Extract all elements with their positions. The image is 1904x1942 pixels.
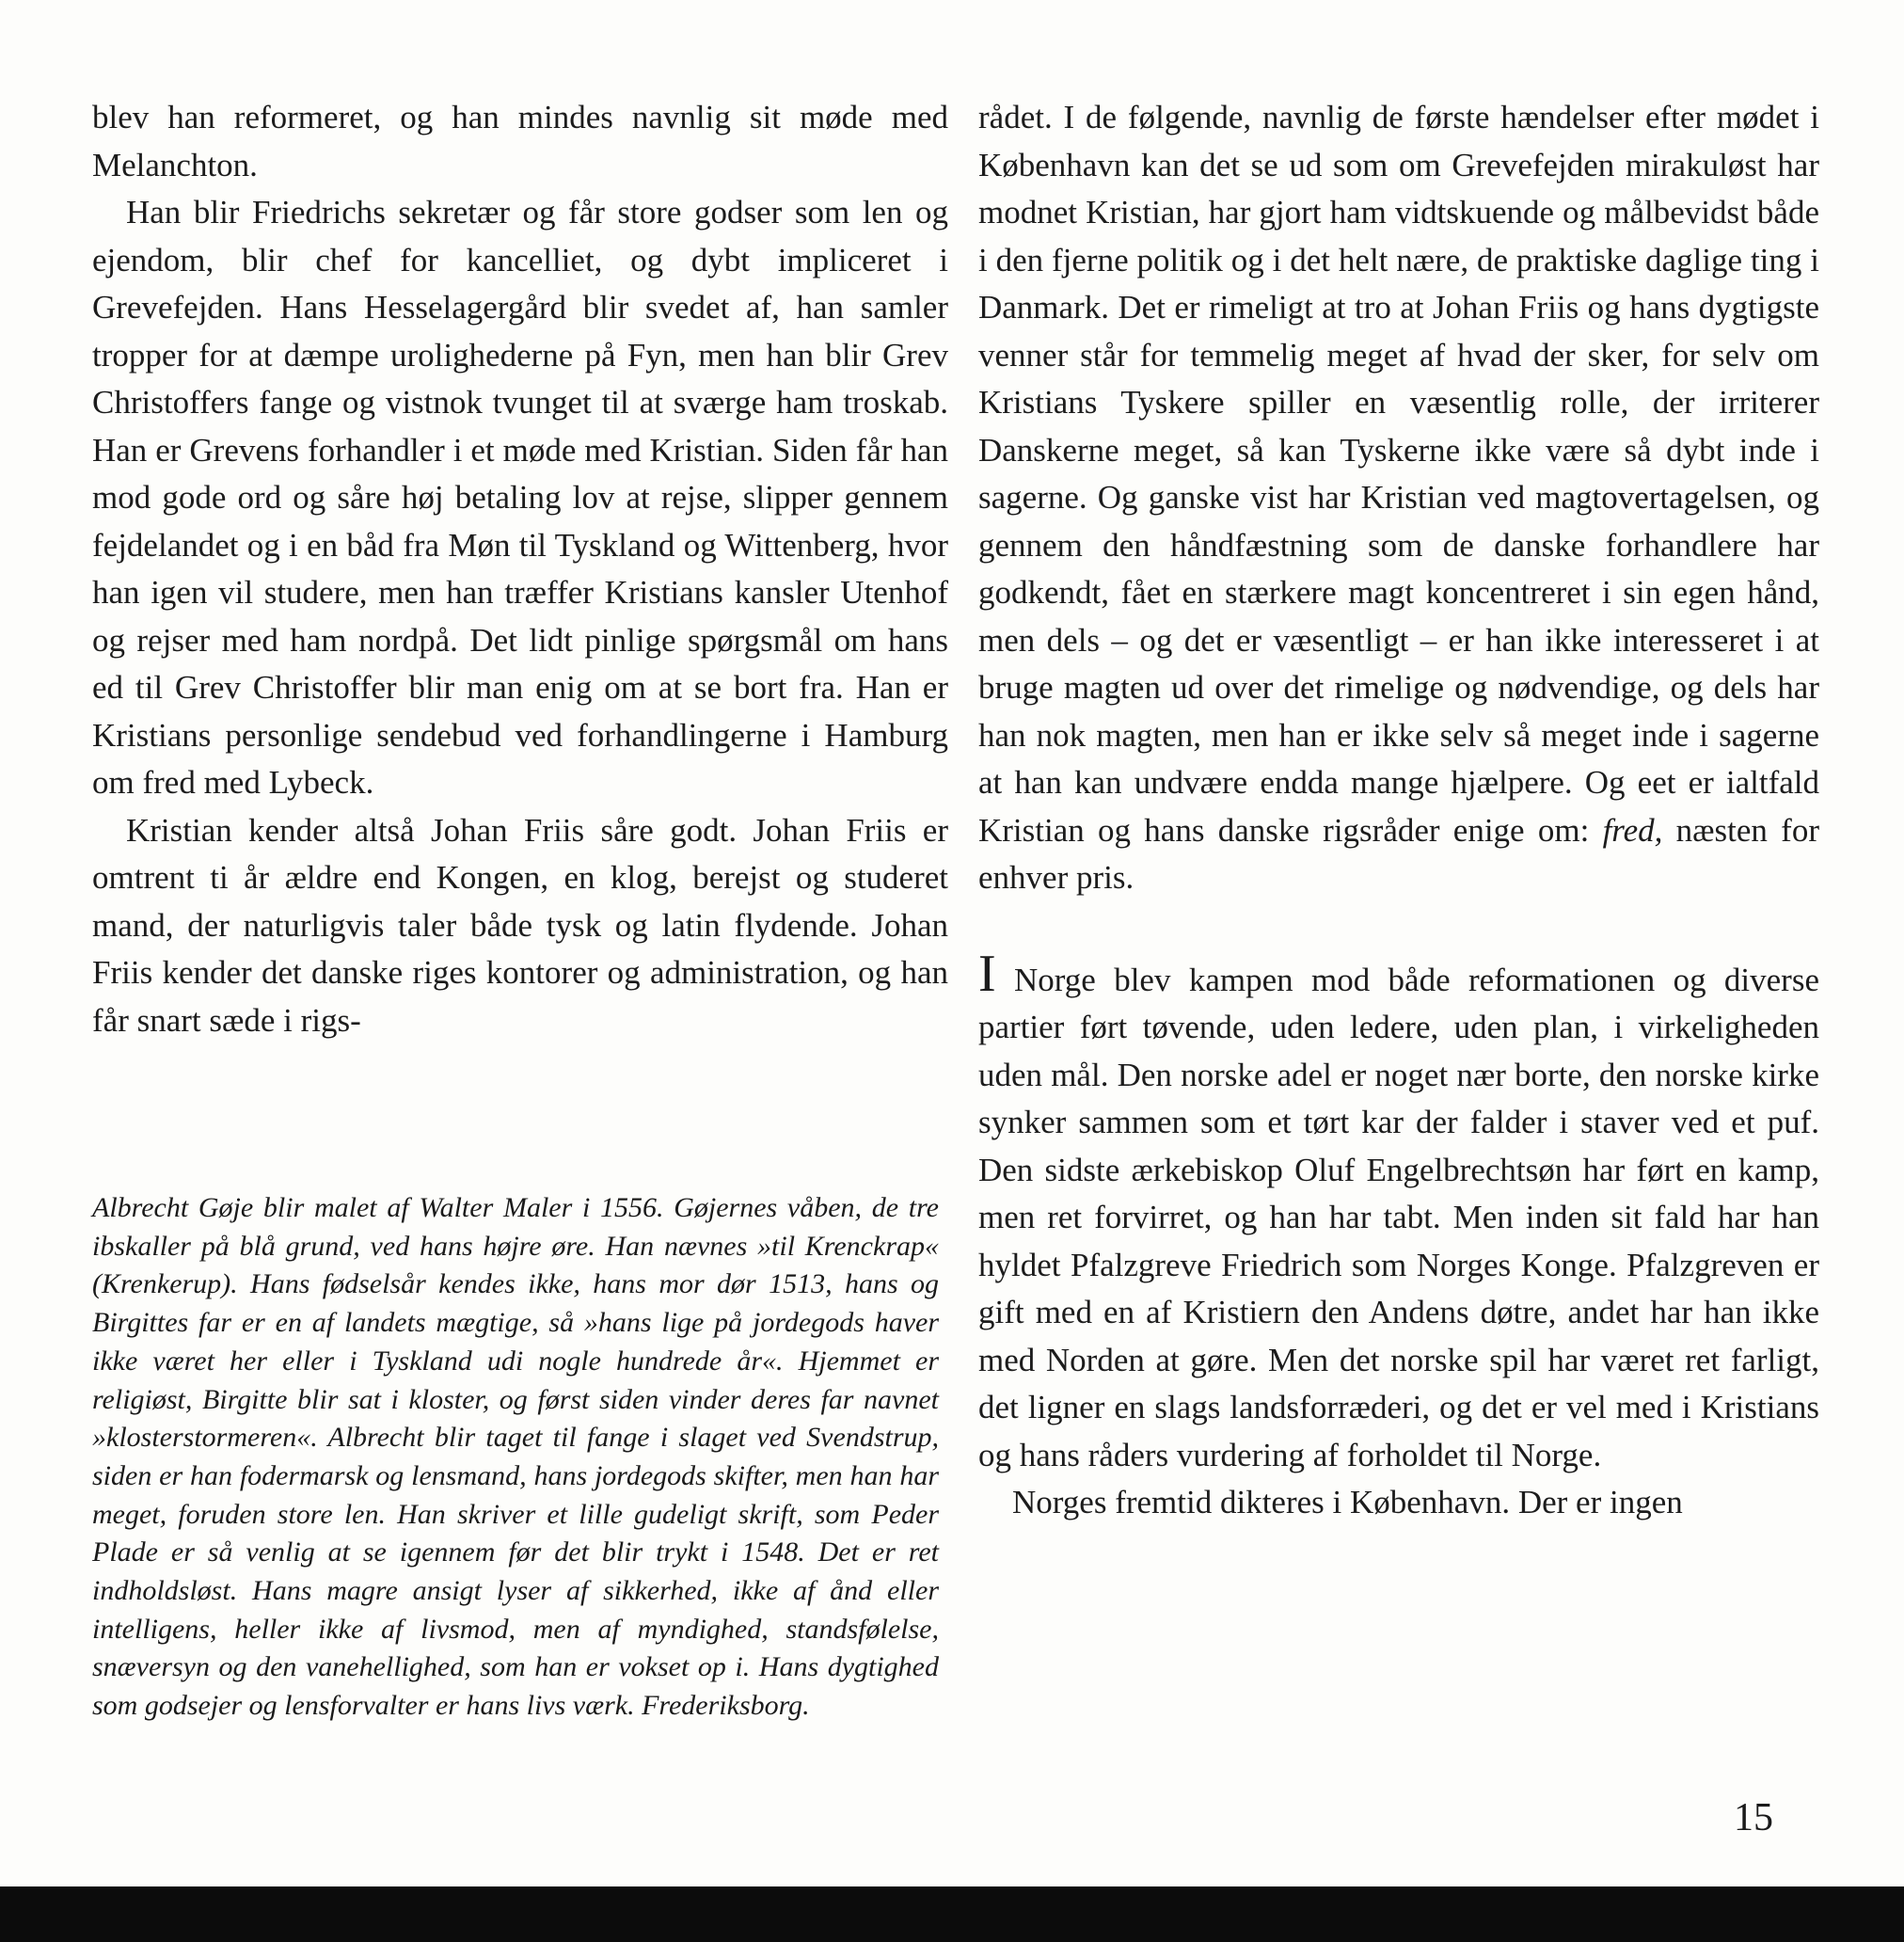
image-caption: Albrecht Gøje blir malet af Walter Maler i 1556. Gøjernes våben, de tre ibskaller på blå grund, ved hans højre øre. Han nævnes »til Krenckrap« (Krenkerup). Hans fødselsår kendes ikke, hans mor dør 1513, hans og Birgittes far er en af landets mægtige, så »hans lige på jordegods haver ikke været her eller i Tyskland udi nogle hundrede år«. Hjemmet er religiøst, Birgitte blir sat i kloster, og først siden vinder deres far navnet »klosterstormeren«. Albrecht blir taget til fange i slaget ved Svendstrup, siden er han fodermarsk og lensmand, hans jordegods skifter, men han har meget, foruden store len. Han skriver et lille gudeligt skrift, som Peder Plade er så venlig at se igennem før det blir trykt i 1548. Det er ret indholdsløst. Hans magre ansigt lyser af sikkerhed, ikke af ånd eller intelligens, heller ikke af livsmod, men af myndighed, standsfølelse, snæversyn og den vanehellighed, som han er vokset op i. Hans dygtighed som godsejer og lensforvalter er hans livs værk. Frederiksborg.: [92, 1192, 939, 1722]
right-paragraph-1-tail: næsten for enhver pris.: [978, 811, 1819, 896]
right-text-column: [978, 94, 1819, 1527]
right-paragraph-2-text: Norge blev kampen mod både reformationen og diverse partier ført tøvende, uden ledere, uden plan, i virkeligheden uden mål. Den norske adel er noget nær borte, den norske kirke synker sammen som et tørt kar der falder i staver ved et puf. Den sidste ærkebiskop Oluf Engelbrechtsøn har ført en kamp, men ret forvirret, og han har tabt. Men inden sit fald har han hyldet Pfalzgreve Friedrich som Norges Konge. Pfalzgreven er gift med en af Kristiern den Andens døtre, andet har han ikke med Norden at gøre. Men det norske spil har været ret farligt, det ligner en slags landsforræderi, og det er vel med i Kristians og hans råders vurdering af forholdet til Norge.: [978, 961, 1819, 1473]
left-paragraph-3: Kristian kender altså Johan Friis såre godt. Johan Friis er omtrent ti år ældre end Kongen, en klog, berejst og studeret mand, der naturligvis taler både tysk og latin flydende. Johan Friis kender det danske riges kontorer og administration, og han får snart sæde i rigs-: [92, 811, 948, 1039]
emphasis-fred: fred,: [1602, 811, 1663, 849]
right-paragraph-2: [978, 944, 1819, 1480]
left-paragraph-2: Han blir Friedrichs sekretær og får store godser som len og ejendom, blir chef for kancelliet, og dybt impliceret i Grevefejden. Hans Hesselagergård blir svedet af, han samler tropper for at dæmpe urolighederne på Fyn, men han blir Grev Christoffers fange og vistnok tvunget til at sværge ham troskab. Han er Grevens forhandler i et møde med Kristian. Siden får han mod gode ord og såre høj betaling lov at rejse, slipper gennem fejdelandet og i en båd fra Møn til Tyskland og Wittenberg, hvor han igen vil studere, men han træffer Kristians kansler Utenhof og rejser med ham nordpå. Det lidt pinlige spørgsmål om hans ed til Grev Christoffer blir man enig om at se bort fra. Han er Kristians personlige sendebud ved forhandlingerne i Hamburg om fred med Lybeck.: [92, 194, 948, 801]
left-paragraph-1: blev han reformeret, og han mindes navnlig sit møde med Melanchton.: [92, 99, 948, 183]
right-paragraph-1-text: rådet. I de følgende, navnlig de første hændelser efter mødet i København kan det se ud som om Grevefejden mirakuløst har modnet Kristian, har gjort ham vidtskuende og målbevidst både i den fjerne politik og i det helt nære, de praktiske daglige ting i Danmark. Det er rimeligt at tro at Johan Friis og hans dygtigste venner står for temmelig meget af hvad der sker, for selv om Kristians Tyskere spiller en væsentlig rolle, der irriterer Danskerne meget, så kan Tyskerne ikke være så dybt inde i sagerne. Og ganske vist har Kristian ved magtovertagelsen, og gennem den håndfæstning som de danske forhandlere har godkendt, fået en stærkere magt koncentreret i sin egen hånd, men dels – og det er væsentligt – er han ikke interesseret i at bruge magten ud over det rimelige og nødvendige, og dels har han nok magten, men han er ikke selv så meget inde i sagerne at han kan undvære endda mange hjælpere. Og eet er ialtfald Kristian og hans danske rigsråder enige om:: [978, 99, 1819, 849]
scan-bottom-edge: [0, 1886, 1904, 1942]
left-text-column: [92, 94, 948, 1044]
page-number: 15: [1734, 1796, 1773, 1839]
right-paragraph-1: [978, 94, 1819, 902]
drop-cap-initial: I: [978, 944, 996, 1003]
right-paragraph-3: Norges fremtid dikteres i København. Der er ingen: [1012, 1484, 1683, 1520]
